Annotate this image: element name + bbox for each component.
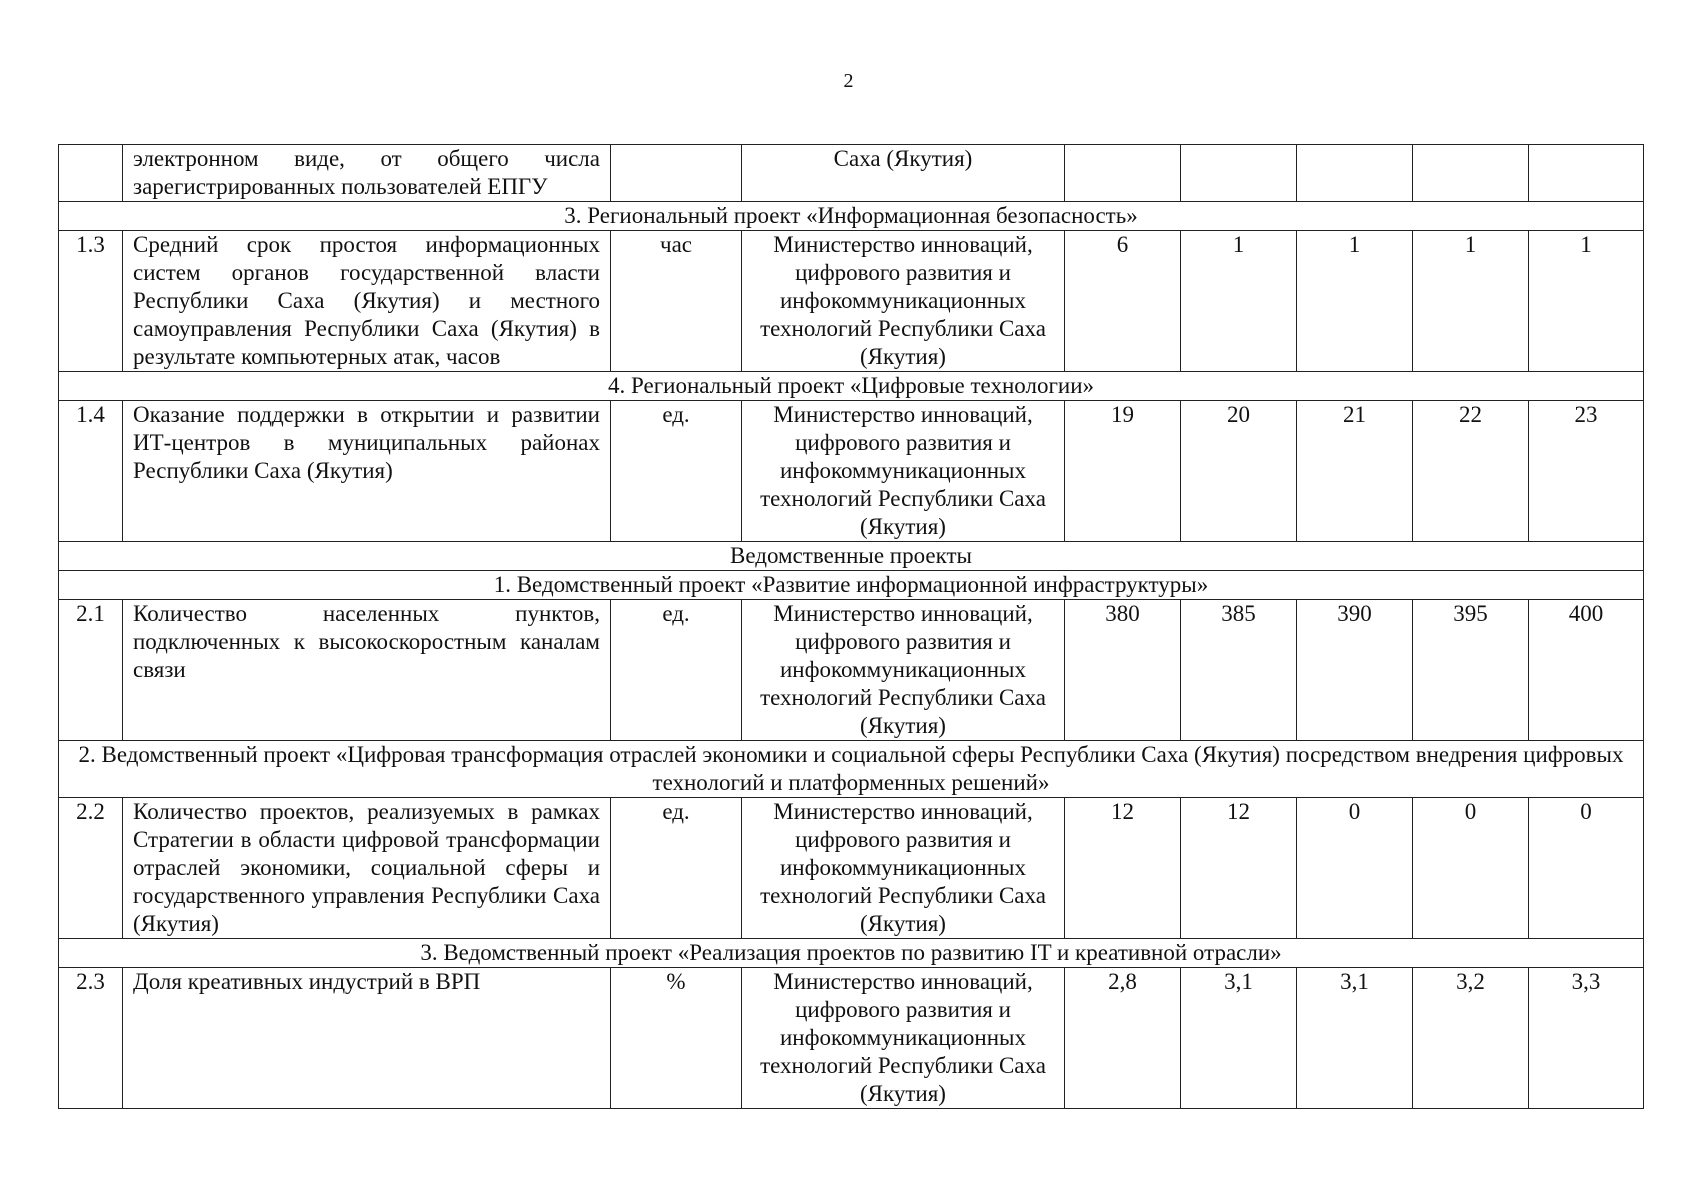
section-row [59, 372, 1644, 401]
indicator-number: 1.3 [59, 231, 123, 372]
indicator-number [59, 145, 123, 202]
indicator-value-year-2: 12 [1181, 798, 1297, 939]
responsible-executor: Министерство инноваций, цифрового развития и инфокоммуникационных технологий Республики Саха (Якутия) [742, 968, 1065, 1109]
section-row [59, 202, 1644, 231]
section-title: 4. Региональный проект «Цифровые технологии» [59, 372, 1644, 401]
indicator-value-year-4: 395 [1413, 600, 1529, 741]
indicator-value-year-1: 19 [1065, 401, 1181, 542]
indicator-number: 2.2 [59, 798, 123, 939]
indicator-value-year-5: 3,3 [1529, 968, 1644, 1109]
section-row [59, 939, 1644, 968]
indicator-value-year-4: 0 [1413, 798, 1529, 939]
indicator-unit: ед. [611, 600, 742, 741]
responsible-executor: Министерство инноваций, цифрового развития и инфокоммуникационных технологий Республики Саха (Якутия) [742, 600, 1065, 741]
indicator-value-year-4 [1413, 145, 1529, 202]
indicator-value-year-1 [1065, 145, 1181, 202]
indicator-value-year-5: 23 [1529, 401, 1644, 542]
indicator-unit: % [611, 968, 742, 1109]
indicator-value-year-3: 390 [1297, 600, 1413, 741]
indicators-table [58, 144, 1644, 1109]
indicator-row [59, 401, 1644, 542]
indicator-value-year-5 [1529, 145, 1644, 202]
indicator-value-year-2: 1 [1181, 231, 1297, 372]
indicator-value-year-1: 6 [1065, 231, 1181, 372]
indicator-unit: ед. [611, 798, 742, 939]
indicator-number: 2.3 [59, 968, 123, 1109]
indicator-value-year-3: 21 [1297, 401, 1413, 542]
table-body [59, 145, 1644, 1109]
indicator-value-year-4: 22 [1413, 401, 1529, 542]
indicator-name: Количество проектов, реализуемых в рамках Стратегии в области цифровой трансформации отраслей экономики, социальной сферы и государственного управления Республики Саха (Якутия) [123, 798, 611, 939]
indicator-unit: ед. [611, 401, 742, 542]
responsible-executor: Министерство инноваций, цифрового развития и инфокоммуникационных технологий Республики Саха (Якутия) [742, 401, 1065, 542]
indicator-value-year-5: 400 [1529, 600, 1644, 741]
section-title: 2. Ведомственный проект «Цифровая трансформация отраслей экономики и социальной сферы Республики Саха (Якутия) посредством внедрения цифровых технологий и платформенных решений» [59, 741, 1644, 798]
indicator-value-year-1: 380 [1065, 600, 1181, 741]
indicator-number: 1.4 [59, 401, 123, 542]
indicator-value-year-3: 0 [1297, 798, 1413, 939]
indicator-value-year-2: 3,1 [1181, 968, 1297, 1109]
indicator-row [59, 600, 1644, 741]
indicator-value-year-3: 1 [1297, 231, 1413, 372]
section-title: 1. Ведомственный проект «Развитие информационной инфраструктуры» [59, 571, 1644, 600]
indicator-name: Оказание поддержки в открытии и развитии ИТ-центров в муниципальных районах Республики Саха (Якутия) [123, 401, 611, 542]
indicator-value-year-1: 12 [1065, 798, 1181, 939]
responsible-executor: Министерство инноваций, цифрового развития и инфокоммуникационных технологий Республики Саха (Якутия) [742, 231, 1065, 372]
section-title: 3. Региональный проект «Информационная безопасность» [59, 202, 1644, 231]
indicator-value-year-3 [1297, 145, 1413, 202]
indicator-value-year-4: 1 [1413, 231, 1529, 372]
section-title: 3. Ведомственный проект «Реализация проектов по развитию IT и креативной отрасли» [59, 939, 1644, 968]
indicator-name: электронном виде, от общего числа зарегистрированных пользователей ЕПГУ [123, 145, 611, 202]
indicator-row [59, 231, 1644, 372]
section-title: Ведомственные проекты [59, 542, 1644, 571]
responsible-executor: Министерство инноваций, цифрового развития и инфокоммуникационных технологий Республики Саха (Якутия) [742, 798, 1065, 939]
indicator-row [59, 145, 1644, 202]
section-row [59, 571, 1644, 600]
indicator-value-year-2: 385 [1181, 600, 1297, 741]
page-number: 2 [843, 70, 854, 92]
section-row [59, 741, 1644, 798]
indicator-unit: час [611, 231, 742, 372]
indicator-row [59, 968, 1644, 1109]
indicator-value-year-2: 20 [1181, 401, 1297, 542]
indicator-row [59, 798, 1644, 939]
indicator-value-year-4: 3,2 [1413, 968, 1529, 1109]
indicator-name: Доля креативных индустрий в ВРП [123, 968, 611, 1109]
indicator-value-year-3: 3,1 [1297, 968, 1413, 1109]
section-row [59, 542, 1644, 571]
indicator-value-year-5: 0 [1529, 798, 1644, 939]
indicator-name: Средний срок простоя информационных систем органов государственной власти Республики Саха (Якутия) и местного самоуправления Республики Саха (Якутия) в результате компьютерных атак, часов [123, 231, 611, 372]
indicator-number: 2.1 [59, 600, 123, 741]
indicator-value-year-1: 2,8 [1065, 968, 1181, 1109]
indicator-name: Количество населенных пунктов, подключенных к высокоскоростным каналам связи [123, 600, 611, 741]
responsible-executor: Саха (Якутия) [742, 145, 1065, 202]
indicator-value-year-5: 1 [1529, 231, 1644, 372]
indicator-unit [611, 145, 742, 202]
indicator-value-year-2 [1181, 145, 1297, 202]
